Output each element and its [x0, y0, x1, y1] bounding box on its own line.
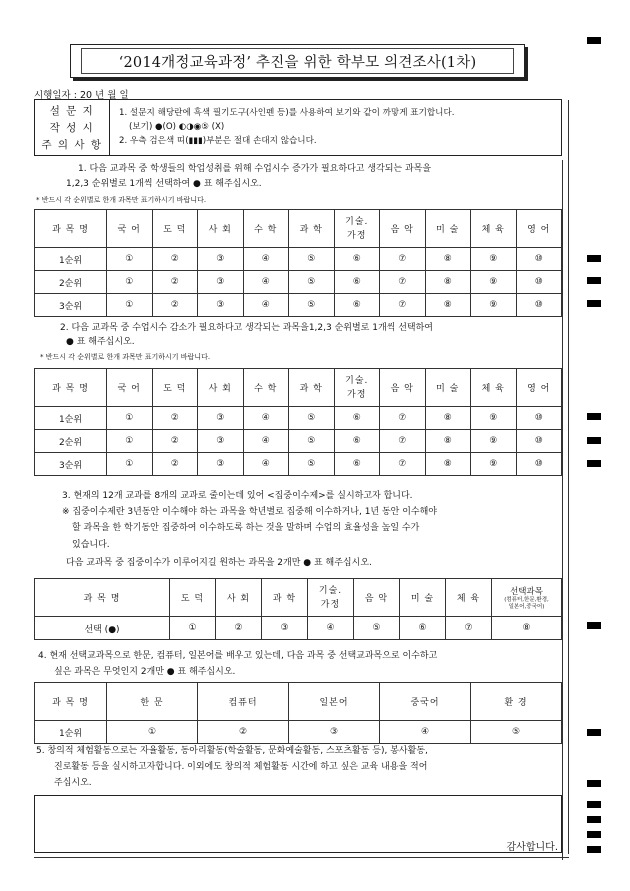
header-cell: 사 회 — [198, 369, 244, 407]
rank-label: 2순위 — [35, 430, 107, 453]
rank-label: 2순위 — [35, 271, 107, 294]
q5-line2: 진로활동 등을 실시하고자합니다. 이외에도 창의적 체험활동 시간에 하고 싶은 교육 내용을 적어 — [54, 762, 428, 772]
choice-bubble[interactable]: ⑦ — [380, 294, 426, 317]
choice-bubble[interactable]: ⑩ — [516, 271, 562, 294]
q2-table — [34, 368, 562, 476]
instructions-label — [35, 100, 110, 155]
q4-header-row — [35, 683, 562, 721]
choice-bubble[interactable]: ③ — [198, 248, 244, 271]
choice-bubble[interactable]: ⑧ — [492, 617, 562, 640]
choice-bubble[interactable]: ⑤ — [289, 248, 335, 271]
q2-text-line2: ● 표 해주십시오. — [66, 337, 135, 347]
choice-bubble[interactable]: ④ — [380, 721, 471, 744]
header-cell: 미 술 — [400, 579, 446, 617]
q1-note: * 반드시 각 순위별로 한개 과목만 표기하시기 바랍니다. — [36, 196, 207, 204]
choice-bubble[interactable]: ① — [107, 407, 153, 430]
choice-bubble[interactable]: ③ — [198, 294, 244, 317]
choice-bubble[interactable]: ④ — [243, 453, 289, 476]
timing-mark — [587, 460, 601, 467]
header-cell: 환 경 — [471, 683, 562, 721]
choice-bubble[interactable]: ④ — [243, 271, 289, 294]
header-cell: 음 악 — [380, 210, 426, 248]
header-cell: 과 학 — [262, 579, 308, 617]
choice-bubble[interactable]: ⑤ — [289, 407, 335, 430]
timing-mark — [587, 622, 601, 629]
table-row — [35, 407, 562, 430]
q3-line3: 할 과목을 한 학기동안 집중하여 이수하도록 하는 것을 말하며 수업의 효율성을 높일 수가 — [72, 523, 420, 533]
choice-bubble[interactable]: ① — [170, 617, 216, 640]
header-cell: 도 덕 — [170, 579, 216, 617]
instructions-text — [119, 106, 455, 148]
choice-bubble[interactable]: ④ — [308, 617, 354, 640]
choice-bubble[interactable]: ⑧ — [425, 294, 471, 317]
choice-bubble[interactable]: ⑧ — [425, 248, 471, 271]
page-title: ‘2014개정교육과정’ 추진을 위한 학부모 의견조사(1차) — [81, 48, 514, 74]
choice-bubble[interactable]: ⑨ — [471, 453, 517, 476]
q1-table — [34, 209, 562, 317]
q4-line1: 4. 현재 선택교과목으로 한문, 컴퓨터, 일본어를 배우고 있는데, 다음 과목 중 선택교과목으로 이수하고 — [38, 651, 438, 661]
header-cell: 체 육 — [471, 369, 517, 407]
choice-bubble[interactable]: ⑨ — [471, 271, 517, 294]
choice-bubble[interactable]: ② — [152, 430, 198, 453]
choice-bubble[interactable]: ⑧ — [425, 430, 471, 453]
timing-mark — [587, 300, 601, 307]
survey-date: 시행일자 : 20 년 월 일 — [34, 90, 129, 101]
choice-bubble[interactable]: ⑥ — [334, 271, 380, 294]
choice-bubble[interactable]: ⑨ — [471, 294, 517, 317]
header-cell: 영 어 — [516, 210, 562, 248]
choice-bubble[interactable]: ⑩ — [516, 294, 562, 317]
timing-mark — [587, 255, 601, 262]
choice-bubble[interactable]: ② — [198, 721, 289, 744]
choice-bubble[interactable]: ④ — [243, 407, 289, 430]
header-cell: 수 학 — [243, 369, 289, 407]
choice-bubble[interactable]: ③ — [198, 271, 244, 294]
header-cell: 기술. 가정 — [334, 369, 380, 407]
timing-mark — [587, 801, 601, 808]
timing-mark — [587, 729, 601, 736]
choice-bubble[interactable]: ⑦ — [446, 617, 492, 640]
choice-bubble[interactable]: ⑨ — [471, 407, 517, 430]
choice-bubble[interactable]: ⑧ — [425, 453, 471, 476]
header-cell: 국 어 — [107, 369, 153, 407]
choice-bubble[interactable]: ④ — [243, 248, 289, 271]
q3-line5: 다음 교과목 중 집중이수가 이루어지길 원하는 과목을 2개만 ● 표 해주십시오. — [66, 558, 372, 568]
q1-text-line1: 1. 다음 교과목 중 학생들의 학업성취를 위해 수업시수 증가가 필요하다고 생각되는 과목을 — [78, 164, 432, 174]
header-cell: 중국어 — [380, 683, 471, 721]
choice-bubble[interactable]: ② — [152, 453, 198, 476]
q3-table — [34, 578, 562, 640]
table-row — [35, 430, 562, 453]
elective-note: (컴퓨터,한문,환경, 일본어,중국어) — [504, 596, 549, 610]
choice-bubble[interactable]: ⑧ — [425, 407, 471, 430]
header-cell: 미 술 — [425, 210, 471, 248]
choice-bubble[interactable]: ⑦ — [380, 407, 426, 430]
choice-bubble[interactable]: ① — [107, 248, 153, 271]
instructions-label-line: 설 문 지 — [49, 105, 95, 117]
header-cell: 영 어 — [516, 369, 562, 407]
header-cell: 사 회 — [198, 210, 244, 248]
choice-bubble[interactable]: ⑤ — [471, 721, 562, 744]
choice-bubble[interactable]: ⑨ — [471, 430, 517, 453]
choice-bubble[interactable]: ⑤ — [354, 617, 400, 640]
choice-bubble[interactable]: ⑥ — [334, 294, 380, 317]
choice-bubble[interactable]: ⑨ — [471, 248, 517, 271]
frame-right-line-inner — [562, 160, 563, 860]
q2-text-line1: 2. 다음 교과목 중 수업시수 감소가 필요하다고 생각되는 과목을1,2,3 순위별로 1개씩 선택하여 — [60, 323, 433, 333]
select-label: 선택 (●) — [35, 617, 170, 640]
choice-bubble[interactable]: ① — [107, 294, 153, 317]
header-cell: 음 악 — [380, 369, 426, 407]
header-cell: 도 덕 — [152, 369, 198, 407]
timing-mark — [587, 831, 601, 838]
table-row — [35, 617, 562, 640]
q2-note: * 반드시 각 순위별로 한개 과목만 표기하시기 바랍니다. — [40, 353, 211, 361]
choice-bubble[interactable]: ⑥ — [400, 617, 446, 640]
choice-bubble[interactable]: ② — [152, 407, 198, 430]
q1-header-row — [35, 210, 562, 248]
table-row — [35, 248, 562, 271]
choice-bubble[interactable]: ② — [152, 271, 198, 294]
choice-bubble[interactable]: ② — [152, 248, 198, 271]
header-cell: 과 목 명 — [35, 683, 107, 721]
choice-bubble[interactable]: ⑥ — [334, 453, 380, 476]
timing-mark — [587, 277, 601, 284]
choice-bubble[interactable]: ⑤ — [289, 430, 335, 453]
choice-bubble[interactable]: ④ — [243, 430, 289, 453]
q4-line2: 싶은 과목은 무엇인지 2개만 ● 표 해주십시오. — [54, 667, 236, 677]
header-cell: 기술. 가정 — [334, 210, 380, 248]
choice-bubble[interactable]: ③ — [289, 721, 380, 744]
choice-bubble[interactable]: ③ — [198, 407, 244, 430]
choice-bubble[interactable]: ① — [107, 721, 198, 744]
q3-header-row — [35, 579, 562, 617]
header-cell: 한 문 — [107, 683, 198, 721]
timing-mark — [587, 780, 601, 787]
choice-bubble[interactable]: ⑥ — [334, 430, 380, 453]
choice-bubble[interactable]: ⑤ — [289, 294, 335, 317]
choice-bubble[interactable]: ⑦ — [380, 271, 426, 294]
header-cell: 도 덕 — [152, 210, 198, 248]
instruction-example: (보기) ●(O) ◐◑◉⑤ (X) — [129, 122, 225, 132]
rank-label: 1순위 — [35, 248, 107, 271]
q5-line3: 주십시오. — [54, 778, 92, 788]
frame-bottom-line — [34, 857, 569, 858]
frame-right-line — [568, 100, 569, 854]
choice-bubble[interactable]: ② — [216, 617, 262, 640]
table-row — [35, 721, 562, 744]
table-row — [35, 294, 562, 317]
choice-bubble[interactable]: ⑩ — [516, 430, 562, 453]
choice-bubble[interactable]: ⑧ — [425, 271, 471, 294]
header-cell: 일본어 — [289, 683, 380, 721]
elective-header: 선택과목 — [510, 586, 543, 597]
instruction-line-2: 2. 우측 검은색 띠(▮▮▮)부분은 절대 손대지 않습니다. — [119, 136, 317, 146]
header-cell: 사 회 — [216, 579, 262, 617]
closing-text: 감사합니다. — [506, 842, 558, 853]
timing-mark — [587, 37, 601, 44]
choice-bubble[interactable]: ⑤ — [289, 453, 335, 476]
q1-text-line2: 1,2,3 순위별로 1개씩 선택하여 ● 표 해주십시오. — [66, 179, 262, 189]
instructions-box — [34, 99, 562, 156]
timing-mark — [587, 413, 601, 420]
choice-bubble[interactable]: ⑥ — [334, 407, 380, 430]
header-cell: 국 어 — [107, 210, 153, 248]
free-response-box[interactable] — [34, 795, 562, 853]
header-cell: 기술. 가정 — [308, 579, 354, 617]
instruction-line-1: 1. 설문지 해당란에 흑색 필기도구(사인펜 등)를 사용하여 보기와 같이 까맣게 표기합니다. — [119, 108, 455, 118]
choice-bubble[interactable]: ⑦ — [380, 430, 426, 453]
header-cell: 과 목 명 — [35, 369, 107, 407]
header-cell: 과 학 — [289, 210, 335, 248]
elective-header-cell — [492, 579, 562, 617]
choice-bubble[interactable]: ③ — [198, 453, 244, 476]
header-cell: 음 악 — [354, 579, 400, 617]
choice-bubble[interactable]: ④ — [243, 294, 289, 317]
choice-bubble[interactable]: ⑤ — [289, 271, 335, 294]
choice-bubble[interactable]: ⑩ — [516, 407, 562, 430]
title-box — [70, 44, 525, 78]
choice-bubble[interactable]: ⑥ — [334, 248, 380, 271]
header-cell: 수 학 — [243, 210, 289, 248]
header-cell: 컴퓨터 — [198, 683, 289, 721]
q3-line2: ※ 집중이수제란 3년동안 이수해야 하는 과목을 학년별로 집중해 이수하거나, 1년 동안 이수해야 — [62, 507, 438, 517]
timing-mark — [587, 816, 601, 823]
choice-bubble[interactable]: ⑩ — [516, 248, 562, 271]
header-cell: 과 학 — [289, 369, 335, 407]
header-cell: 미 술 — [425, 369, 471, 407]
q3-line1: 3. 현재의 12개 교과를 8개의 교과로 줄이는데 있어 <집중이수제>를 실시하고자 합니다. — [62, 491, 413, 501]
instructions-label-line: 작 성 시 — [49, 122, 95, 134]
q5-line1: 5. 창의적 체험활동으로는 자율활동, 동아리활동(학술활동, 문화예술활동, 스포츠활동 등), 봉사활동, — [36, 746, 428, 756]
rank-label: 1순위 — [35, 721, 107, 744]
header-cell: 체 육 — [446, 579, 492, 617]
rank-label: 3순위 — [35, 294, 107, 317]
choice-bubble[interactable]: ⑦ — [380, 453, 426, 476]
header-cell: 과 목 명 — [35, 579, 170, 617]
choice-bubble[interactable]: ⑩ — [516, 453, 562, 476]
header-cell: 체 육 — [471, 210, 517, 248]
choice-bubble[interactable]: ① — [107, 271, 153, 294]
timing-mark — [587, 846, 601, 853]
choice-bubble[interactable]: ③ — [262, 617, 308, 640]
choice-bubble[interactable]: ① — [107, 453, 153, 476]
choice-bubble[interactable]: ② — [152, 294, 198, 317]
choice-bubble[interactable]: ① — [107, 430, 153, 453]
choice-bubble[interactable]: ⑦ — [380, 248, 426, 271]
rank-label: 3순위 — [35, 453, 107, 476]
rank-label: 1순위 — [35, 407, 107, 430]
q3-line4: 있습니다. — [72, 540, 110, 550]
q2-header-row — [35, 369, 562, 407]
timing-mark — [587, 437, 601, 444]
header-cell: 과 목 명 — [35, 210, 107, 248]
choice-bubble[interactable]: ③ — [198, 430, 244, 453]
q4-table — [34, 682, 562, 744]
table-row — [35, 453, 562, 476]
instructions-label-line: 주 의 사 항 — [41, 139, 103, 151]
table-row — [35, 271, 562, 294]
